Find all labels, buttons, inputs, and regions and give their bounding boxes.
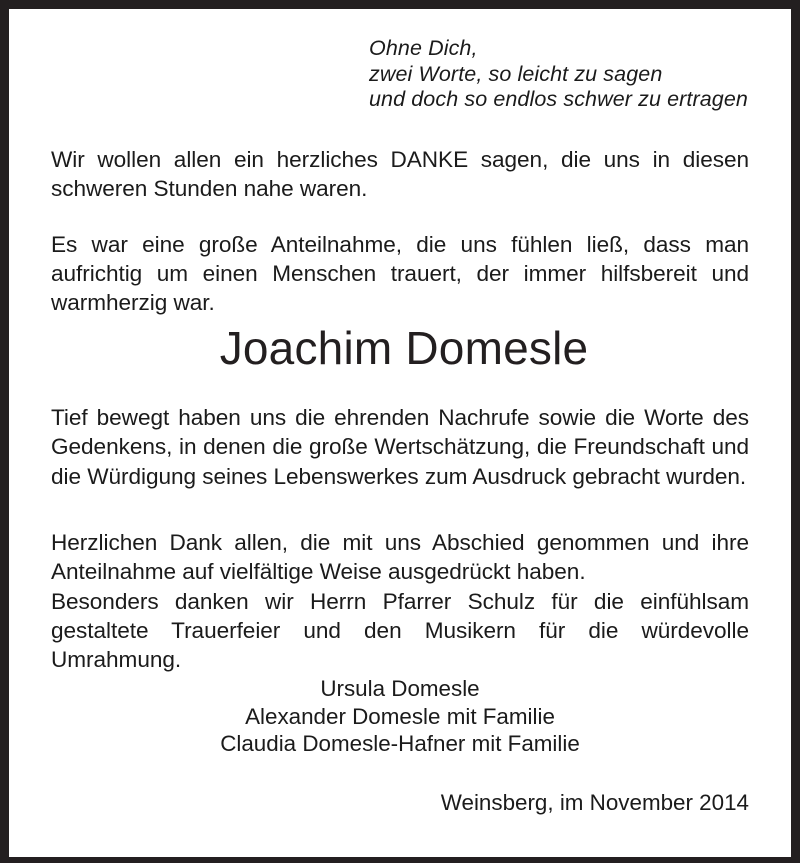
paragraph-intro: Wir wollen allen ein herzliches DANKE sagen, die uns in diesen schweren Stunden nahe waren.: [51, 147, 749, 202]
body-section-tributes: [51, 403, 749, 491]
signature-block: [9, 675, 791, 758]
signature-line-3: Claudia Domesle-Hafner mit Familie: [220, 731, 580, 756]
place-and-date: Weinsberg, im November 2014: [440, 790, 749, 815]
poem-line-3: und doch so endlos schwer zu ertragen: [369, 87, 748, 111]
deceased-name-block: [9, 322, 791, 374]
paragraph-thanks-pastor: Besonders danken wir Herrn Pfarrer Schulz für die einfühlsam gestaltete Trauerfeier und den Musikern für die würdevolle Umrahmung.: [51, 588, 749, 673]
paragraph-sympathy: Es war eine große Anteilnahme, die uns fühlen ließ, dass man aufrichtig um einen Menschen trauert, der immer hilfsbereit und warmherzig war.: [51, 231, 749, 316]
paragraph-thanks-all: Herzlichen Dank allen, die mit uns Abschied genommen und ihre Anteilnahme auf vielfältige Weise ausgedrückt haben.: [51, 530, 749, 585]
deceased-name: Joachim Domesle: [219, 322, 589, 374]
signature-line-2: Alexander Domesle mit Familie: [245, 703, 555, 729]
body-section-thanks: [51, 528, 749, 674]
poem-line-1: Ohne Dich,: [369, 36, 478, 60]
obituary-notice-body: [9, 9, 791, 857]
poem-line-2: zwei Worte, so leicht zu sagen: [369, 61, 663, 86]
body-section-top: [51, 145, 749, 317]
paragraph-tributes: Tief bewegt haben uns die ehrenden Nachrufe sowie die Worte des Gedenkens, in denen die große Wertschätzung, die Freundschaft und die Würdigung seines Lebenswerkes zum Ausdruck gebracht wurden.: [51, 405, 749, 489]
signature-line-1: Ursula Domesle: [320, 676, 480, 701]
epigraph-poem: [369, 36, 748, 113]
paragraph-spacer: [51, 204, 749, 230]
closing-block: [9, 789, 749, 817]
